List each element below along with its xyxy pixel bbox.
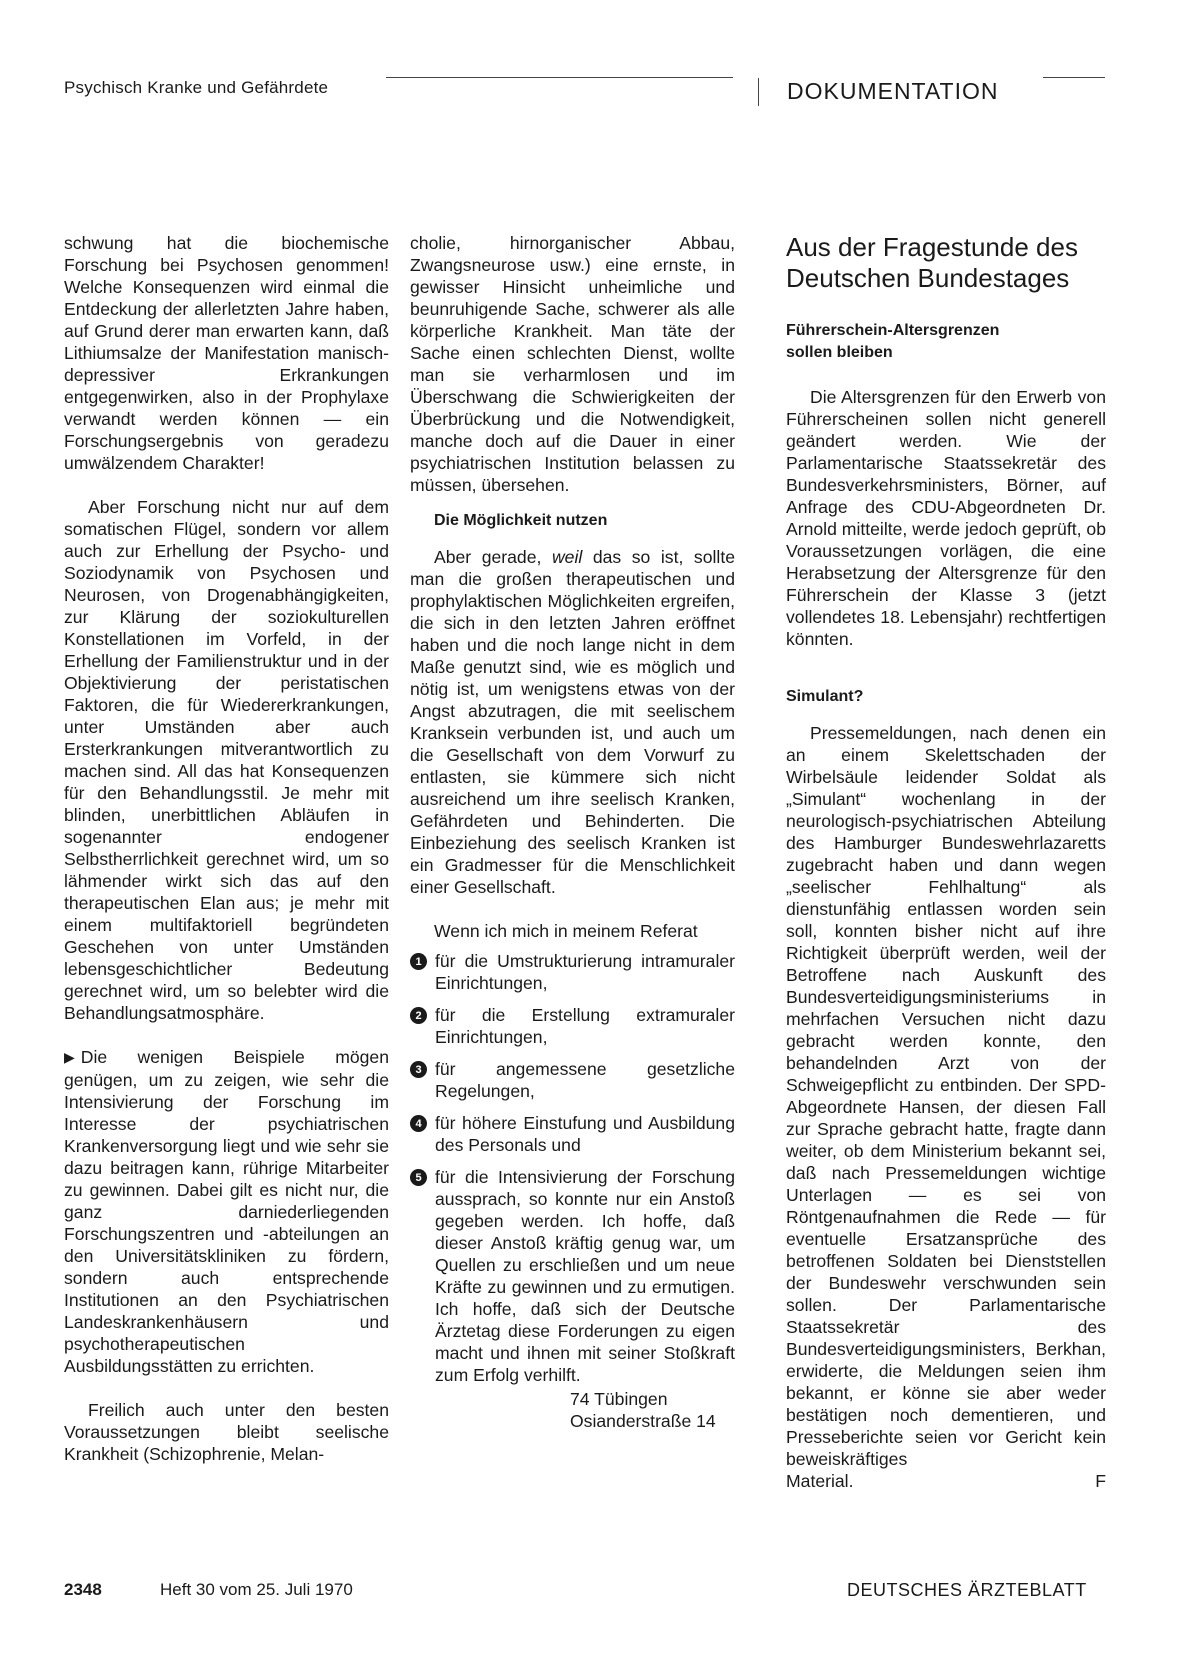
col2-p2-start: Aber gerade, [434,547,552,567]
col3-paragraph-1: Die Altersgrenzen für den Erwerb von Führerscheinen sollen nicht generell geändert werden. Wie der Parlamentarische Staatssekretär des Bundesverkehrsministers, Börner, auf Anfrage des CDU-Abgeordneten Dr. Arnold mitteilte, werde jedoch geprüft, ob Voraussetzungen vorlägen, die eine Herabsetzung der Altersgrenze für den Führerschein der Klasse 3 (jetzt vollendetes 18. Lebensjahr) rechtfertigen könnten. [786,387,1106,649]
subheading-moeglichkeit: Die Möglichkeit nutzen [434,512,608,529]
author-address-line-1: 74 Tübingen [570,1389,668,1409]
col1-paragraph-2: Aber Forschung nicht nur auf dem somatischen Flügel, sondern vor allem auch zur Erhellung der Psycho- und Soziodynamik von Psychosen und Neurosen, von Drogenabhängigkeiten, zur Klärung der soziokulturellen Konstellationen im Vorfeld, in der Erhellung der Familienstruktur und in der Objektivierung der peristatischen Faktoren, die für Wiedererkrankungen, unter Umständen aber auch Ersterkrankungen mitverantwortlich zu machen sind. All das hat Konsequenzen für den Behandlungsstil. Je mehr mit blinden, unerbittlichen Abläufen in sogenannter endogener Selbstherrlichkeit gerechnet wird, um so lähmender wirkt sich das auf den therapeutischen Elan aus; je mehr mit einem multifaktoriell begründeten Geschehen von unter Umständen lebensgeschichtlicher Bedeutung gerechnet wird, um so belebter wird die Behandlungsatmosphäre. [64,497,389,1023]
list-item [410,1004,735,1048]
list-item [410,1166,735,1386]
issue-info: Heft 30 vom 25. Juli 1970 [160,1580,353,1599]
list-item-text: für die Erstellung extramuraler Einrichtungen, [435,1005,735,1047]
running-header-section: Psychisch Kranke und Gefährdete [64,78,329,97]
number-3-icon: 3 [410,1061,427,1078]
col2-p2-emphasis: weil [551,547,583,567]
header-divider [758,78,759,106]
col1-paragraph-3 [64,1046,389,1377]
author-address-line-2: Osianderstraße 14 [570,1411,716,1431]
page-number: 2348 [64,1580,102,1599]
subheading-simulant: Simulant? [786,688,864,705]
col3-last-word: Material. [786,1471,854,1491]
number-5-icon: 5 [410,1169,427,1186]
col2-paragraph-3: Wenn ich mich in meinem Referat [434,921,698,941]
col2-p2-rest: das so ist, sollte man die großen therapeutischen und prophylaktischen Möglichkeiten ergreifen, die sich in den letzten Jahren eröffnet haben und die noch lange nicht in dem Maße genutzt sind, wie es möglich und nötig ist, um wenigstens etwas von der Angst abzutragen, die mit seelischem Kranksein verbunden ist, und auch um die Gesellschaft von dem Vorwurf zu entlasten, sie kümmere sich nicht ausreichend um ihre seelisch Kranken, Gefährdeten und Behinderten. Die Einbeziehung des seelisch Kranken ist ein Gradmesser für die Menschlichkeit einer Gesellschaft. [410,547,735,897]
subheading-fuehrerschein: Führerschein-Altersgrenzen sollen bleiben [786,322,1000,361]
header-rule-left [386,77,733,78]
col1-paragraph-1: schwung hat die biochemische Forschung bei Psychosen genommen! Welche Konsequenzen wird einmal die Entdeckung der allerletzten Jahre haben, auf Grund derer man erwarten kann, daß Lithiumsalze der Manifestation manisch-depressiver Erkrankungen entgegenwirken, also in der Prophylaxe verwandt werden können — ein Forschungsergebnis von geradezu umwälzendem Charakter! [64,233,389,473]
col2-paragraph-2 [410,546,735,898]
list-item-text: für die Intensivierung der Forschung aussprach, so konnte nur ein Anstoß gegeben werden. Ich hoffe, daß dieser Anstoß kräftig genug war, um Quellen zu erschließen und um neue Kräfte zu gewinnen und zu ermutigen. Ich hoffe, daß sich der Deutsche Ärztetag diese Forderungen zu eigen macht und ihnen mit seiner Stoßkraft zum Erfolg verhilft. [435,1167,735,1385]
list-item [410,950,735,994]
author-signature: F [1095,1471,1106,1491]
journal-name: DEUTSCHES ÄRZTEBLATT [847,1580,1087,1600]
header-rule-right [1043,77,1105,78]
column-3 [786,232,1106,1492]
number-4-icon: 4 [410,1115,427,1132]
col1-paragraph-3-text: Die wenigen Beispiele mögen genügen, um zu zeigen, wie sehr die Intensivierung der Forschung im Interesse der psychiatrischen Krankenversorgung liegt und wie sehr sie dazu beitragen kann, rührige Mitarbeiter zu gewinnen. Dabei gilt es nicht nur, die ganz darniederliegenden Forschungszentren und -abteilungen an den Universitätskliniken zu fördern, sondern auch entsprechende Institutionen an den Psychiatrischen Landeskrankenhäusern und psychotherapeutischen Ausbildungsstätten zu errichten. [64,1047,389,1376]
list-item [410,1058,735,1102]
list-item-text: für angemessene gesetzliche Regelungen, [435,1059,735,1101]
triangle-bullet-icon: ▶ [64,1049,75,1065]
column-1 [64,232,389,1465]
list-item-text: für die Umstrukturierung intramuraler Einrichtungen, [435,951,735,993]
col3-closing-line [786,1470,1106,1492]
article-title: Aus der Fragestunde des Deutschen Bundestages [786,232,1078,293]
number-1-icon: 1 [410,953,427,970]
col2-paragraph-1: cholie, hirnorganischer Abbau, Zwangsneurose usw.) eine ernste, in gewisser Hinsicht unheimliche und beunruhigende Sache, schwerer als alle körperliche Krankheit. Man täte der Sache einen schlechten Dienst, wollte man sie verharmlosen und im Überschwang die Schwierigkeiten der Überbrückung und die Notwendigkeit, manche doch auf die Dauer in einer psychiatrischen Institution belassen zu müssen, übersehen. [410,233,735,495]
col1-paragraph-4: Freilich auch unter den besten Voraussetzungen bleibt seelische Krankheit (Schizophrenie, Melan- [64,1400,389,1464]
column-2 [410,232,735,1432]
list-item-text: für höhere Einstufung und Ausbildung des Personals und [435,1113,735,1155]
list-item [410,1112,735,1156]
col3-paragraph-2: Pressemeldungen, nach denen ein an einem Skelettschaden der Wirbelsäule leidender Soldat als „Simulant“ wochenlang in der neurologisch-psychiatrischen Abteilung des Hamburger Bundeswehrlazaretts zugebracht haben und dann wegen „seelischer Fehlhaltung“ als dienstunfähig entlassen worden sein soll, konnten bisher nicht auf ihre Richtigkeit überprüft werden, weil der Betroffene nach Auskunft des Bundesverteidigungsministeriums in mehrfachen Versuchen nicht dazu gebracht werden konnte, den behandelnden Arzt von der Schweigepflicht zu entbinden. Der SPD-Abgeordnete Hansen, der diesen Fall zur Sprache gebracht hatte, fragte dann weiter, ob dem Ministerium bekannt sei, daß nach Pressemeldungen wichtige Unterlagen — es sei von Röntgenaufnahmen die Rede — für eventuelle Ersatzansprüche des betroffenen Soldaten bei Dienststellen der Bundeswehr verschwunden sein sollen. Der Parlamentarische Staatssekretär des Bundesverteidigungsministers, Berkhan, erwiderte, die Meldungen seien ihm bekannt, er könne sie aber weder bestätigen noch dementieren, und Presseberichte seien vor Gericht kein beweiskräftiges [786,723,1106,1469]
running-header-category: DOKUMENTATION [787,78,999,104]
number-2-icon: 2 [410,1007,427,1024]
